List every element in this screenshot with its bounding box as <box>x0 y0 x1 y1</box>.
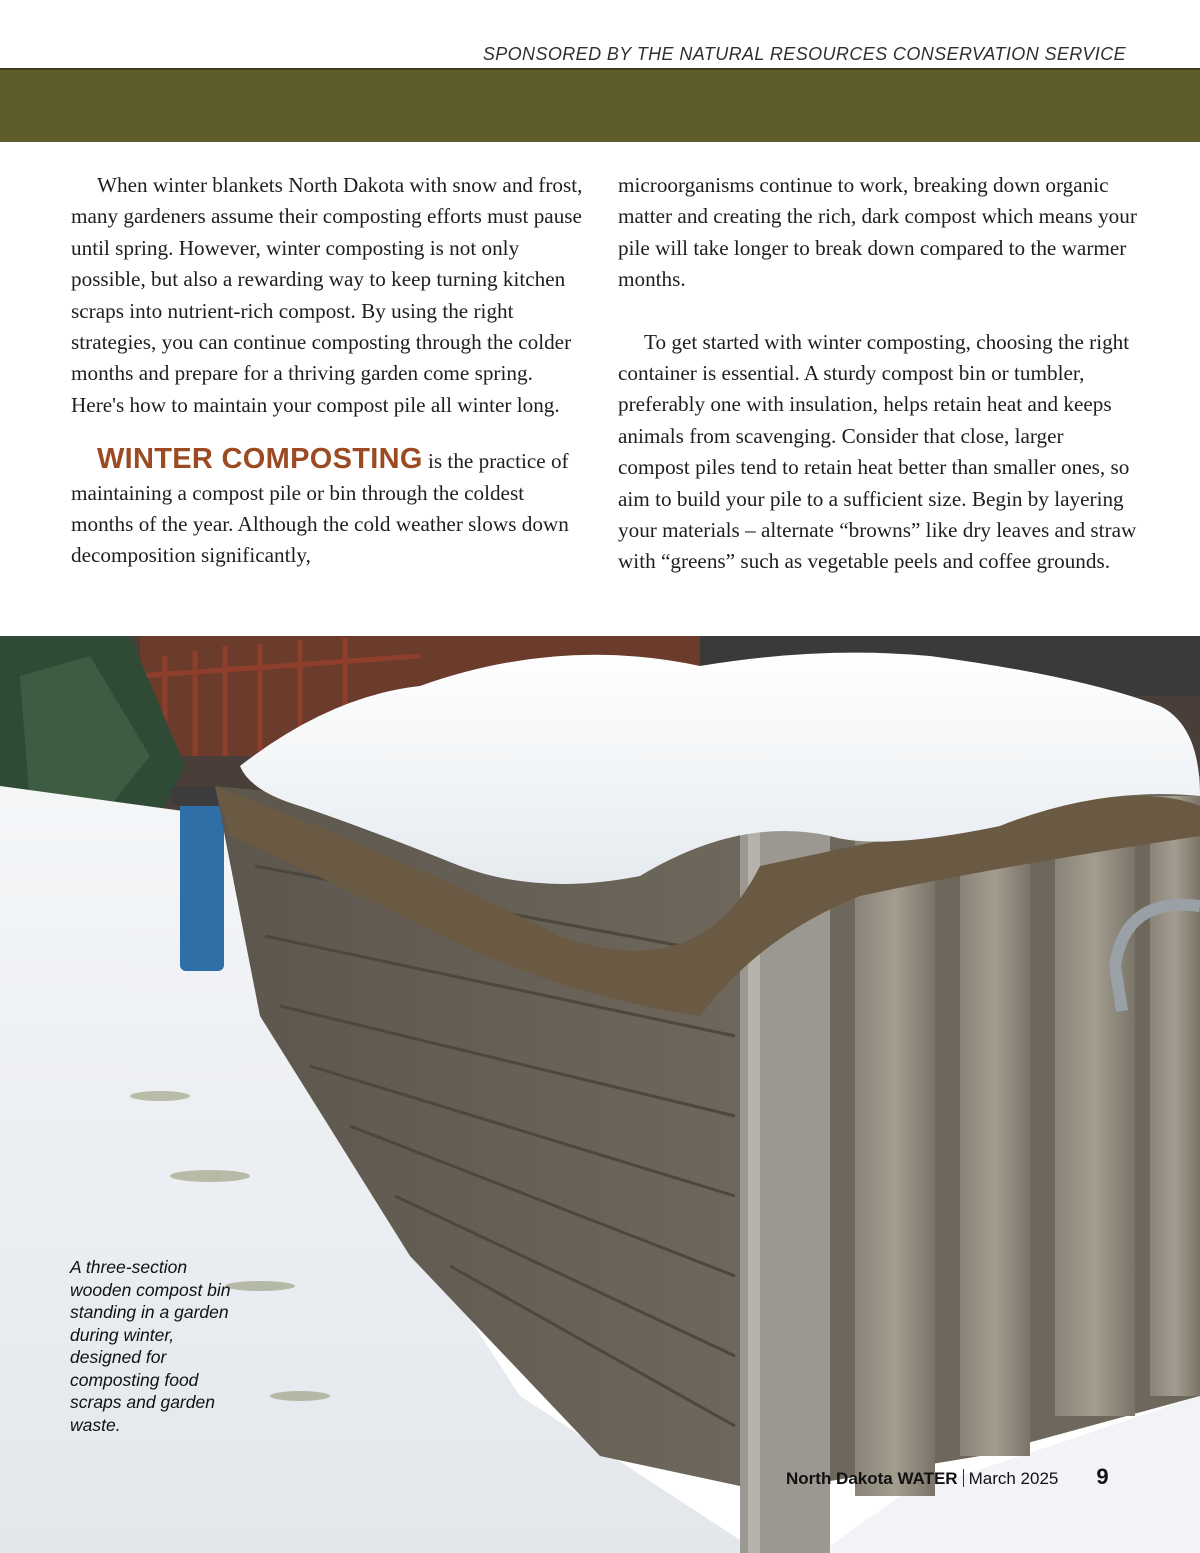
section-lead-heading: WINTER COMPOSTING <box>97 443 423 476</box>
sponsor-line: SPONSORED BY THE NATURAL RESOURCES CONSERVATION SERVICE <box>482 44 1126 64</box>
article-column-left <box>71 170 583 572</box>
intro-paragraph: When winter blankets North Dakota with snow and frost, many gardeners assume their composting efforts must pause until spring. However, winter composting is not only possible, but also a rewarding way to keep turning kitchen scraps into nutrient-rich compost. By using the right strategies, you can continue composting through the colder months and prepare for a thriving garden come spring. Here's how to maintain your compost pile all winter long. <box>71 173 583 417</box>
winter-composting-paragraph <box>71 444 583 572</box>
page-number: 9 <box>1096 1464 1109 1489</box>
continued-paragraph: microorganisms continue to work, breaking down organic matter and creating the rich, dark compost which means your pile will take longer to break down compared to the warmer months. <box>618 173 1137 292</box>
section-lead-text: is the practice of maintaining a compost pile or bin through the coldest months of the year. Although the cold weather slows down decomposition significantly, <box>71 449 569 568</box>
footer-divider <box>963 1469 964 1487</box>
getting-started-paragraph: To get started with winter composting, choosing the right container is essential. A sturdy compost bin or tumbler, preferably one with insulation, helps retain heat and keeps animals from scavenging. Consider that close, larger compost piles tend to retain heat better than smaller ones, so aim to build your pile to a sufficient size. Begin by layering your materials – alternate “browns” like dry leaves and straw with “greens” such as vegetable peels and coffee grounds. <box>618 329 1137 574</box>
article-column-right <box>618 170 1138 578</box>
header-bar <box>0 68 1200 142</box>
page-footer <box>786 1464 1109 1490</box>
issue-date: March 2025 <box>968 1469 1059 1488</box>
magazine-name: North Dakota WATER <box>786 1469 958 1488</box>
photo-caption: A three-section wooden compost bin standing in a garden during winter, designed for composting food scraps and garden waste. <box>70 1257 231 1435</box>
